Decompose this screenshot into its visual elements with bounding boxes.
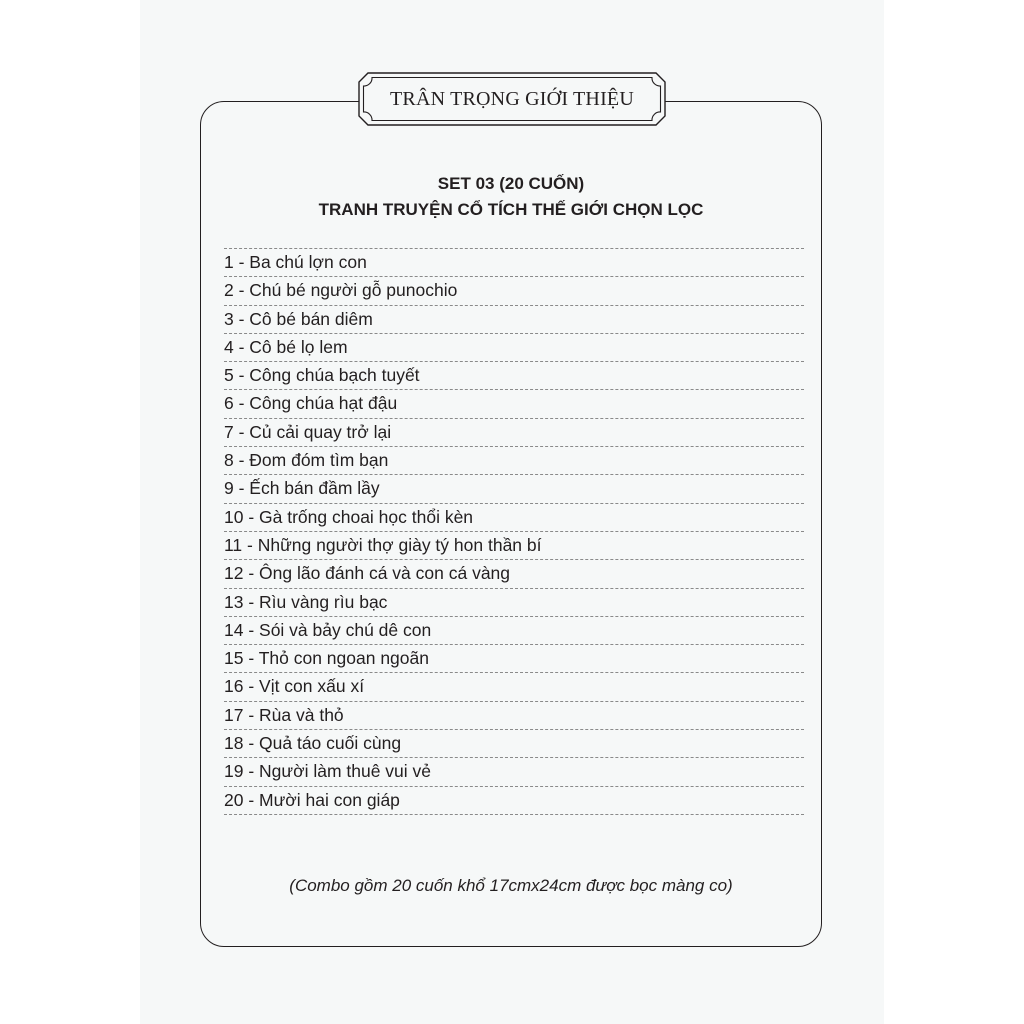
set-heading-line-1: SET 03 (20 CUỐN): [437, 174, 585, 193]
list-item: 16 - Vịt con xấu xí: [224, 673, 804, 701]
list-item: 11 - Những người thợ giày tý hon thần bí: [224, 532, 804, 560]
list-item: 1 - Ba chú lợn con: [224, 249, 804, 277]
list-item: 6 - Công chúa hạt đậu: [224, 390, 804, 418]
page-title: TRÂN TRỌNG GIỚI THIỆU: [390, 87, 634, 110]
list-item: 14 - Sói và bảy chú dê con: [224, 617, 804, 645]
list-item: 18 - Quả táo cuối cùng: [224, 730, 804, 758]
list-item: 5 - Công chúa bạch tuyết: [224, 362, 804, 390]
list-item: 17 - Rùa và thỏ: [224, 702, 804, 730]
list-item: 15 - Thỏ con ngoan ngoãn: [224, 645, 804, 673]
list-item: 8 - Đom đóm tìm bạn: [224, 447, 804, 475]
set-heading: [200, 171, 822, 223]
list-item: 19 - Người làm thuê vui vẻ: [224, 758, 804, 786]
combo-note: (Combo gồm 20 cuốn khổ 17cmx24cm được bọc màng co): [289, 876, 733, 895]
list-item: 9 - Ếch bán đầm lầy: [224, 475, 804, 503]
list-item: 20 - Mười hai con giáp: [224, 787, 804, 815]
list-item: 12 - Ông lão đánh cá và con cá vàng: [224, 560, 804, 588]
list-item: 13 - Rìu vàng rìu bạc: [224, 589, 804, 617]
list-item: 10 - Gà trống choai học thổi kèn: [224, 504, 804, 532]
list-item: 2 - Chú bé người gỗ punochio: [224, 277, 804, 305]
book-list: [224, 248, 804, 815]
list-item: 7 - Củ cải quay trở lại: [224, 419, 804, 447]
set-heading-line-2: TRANH TRUYỆN CỔ TÍCH THẾ GIỚI CHỌN LỌC: [318, 200, 704, 219]
list-item: 3 - Cô bé bán diêm: [224, 306, 804, 334]
list-item: 4 - Cô bé lọ lem: [224, 334, 804, 362]
